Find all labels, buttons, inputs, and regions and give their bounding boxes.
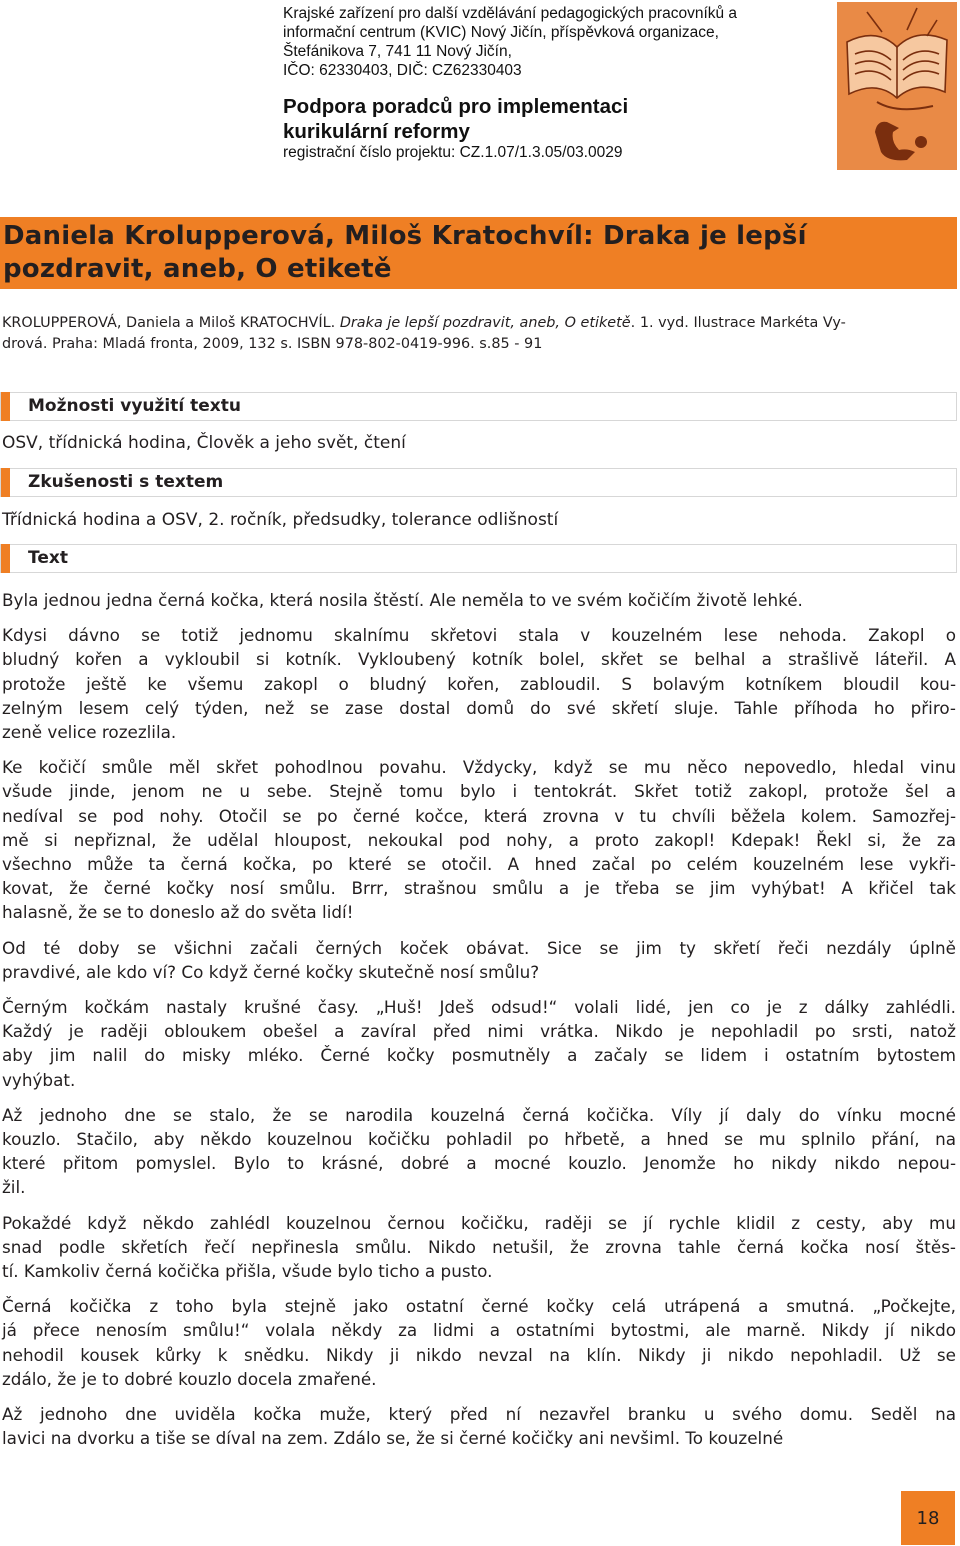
org-line: Krajské zařízení pro další vzdělávání pedagogických pracovníků a <box>283 5 738 22</box>
story-line: bludný kořen a vykloubil si kotník. Vykloubený kotník bolel, skřet se belhal a strašlivě láteřil. A <box>2 649 956 670</box>
story-line: všechno může ta černá kočka, po které se otočil. A hned začal po celém kouzelném lese vykři- <box>2 854 956 875</box>
page-number: 18 <box>901 1491 955 1545</box>
story-paragraph <box>2 1402 956 1450</box>
story-paragraph <box>2 623 956 744</box>
story-line: Pokaždé když někdo zahlédl kouzelnou černou kočičku, raději se jí rychle klidil z cesty, aby mu <box>2 1212 956 1233</box>
story-paragraph <box>2 1294 956 1391</box>
story-line: kouzlo. Stačilo, aby někdo kouzelnou kočičku pohladil po hřbetě, a hned se mu splnilo přání, na <box>2 1129 956 1150</box>
story-line: které přitom pomyslel. Bylo to krásné, dobré a mocné kouzlo. Jenomže ho nikdy nikdo nepou- <box>2 1153 956 1174</box>
story-line: Byla jednou jedna černá kočka, která nosila štěstí. Ale neměla to ve svém kočičím životě lehké. <box>2 590 803 610</box>
section-label: Možnosti využití textu <box>28 396 241 416</box>
story-line: lavici na dvorku a tiše se díval na zem. Zdálo se, že si černé kočičky ani nevšiml. To kouzelné <box>2 1428 784 1449</box>
registration-number: registrační číslo projektu: CZ.1.07/1.3.05/03.0029 <box>283 144 623 161</box>
story-line: protože ještě ke všemu zakopl o bludný kořen, zabloudil. S bolavým kotníkem bloudil kou- <box>2 673 956 694</box>
project-title-line: Podpora poradců pro implementaci <box>283 95 629 118</box>
citation-line: drová. Praha: Mladá fronta, 2009, 132 s. ISBN 978-802-0419-996. s.85 - 91 <box>2 336 543 352</box>
story-line: halasně, že se to doneslo až do světa lidí! <box>2 902 354 923</box>
experience-content: Třídnická hodina a OSV, 2. ročník, předsudky, tolerance odlišností <box>2 510 559 530</box>
project-title <box>283 94 628 144</box>
story-line: Kdysi dávno se totiž jednomu skalnímu skřetovi stala v kouzelném lese nehoda. Zakopl o <box>2 625 956 646</box>
citation-line <box>2 313 952 334</box>
title-line: pozdravit, aneb, O etiketě <box>3 254 392 284</box>
story-paragraph <box>2 1211 956 1284</box>
story-line: vyhýbat. <box>2 1069 76 1090</box>
citation-edition: . 1. vyd. Ilustrace Markéta Vy- <box>630 315 846 331</box>
org-line: IČO: 62330403, DIČ: CZ62330403 <box>283 62 522 79</box>
story-line: snad podle skřetích řečí nepřinesla smůlu. Nikdo netušil, že zrovna tahle černá kočka nosí štěs- <box>2 1236 956 1257</box>
organization-info <box>283 4 803 80</box>
story-line: kovat, že černé kočky nosí smůlu. Brrr, strašnou smůlu a je třeba se jim vyhýbat! A křičel tak <box>2 878 956 899</box>
story-text <box>2 588 956 1462</box>
org-line: informační centrum (KVIC) Nový Jičín, příspěvková organizace, <box>283 24 719 41</box>
story-line: tí. Kamkoliv černá kočička přišla, všude bylo ticho a pusto. <box>2 1261 493 1282</box>
story-line: žil. <box>2 1177 26 1198</box>
story-line: mě si nepřiznal, že udělal hloupost, nekoukal pod nohy, a proto zakopl! Kdepak! Řekl si, že za <box>2 829 956 850</box>
section-label: Zkušenosti s textem <box>28 472 224 492</box>
story-line: Každý je raději obloukem obešel a zavíral před nimi vrátka. Nikdo je nepohladil po srsti, natož <box>2 1021 956 1042</box>
story-paragraph <box>2 995 956 1092</box>
title-line: Daniela Krolupperová, Miloš Kratochvíl: Draka je lepší <box>3 221 807 251</box>
bibliographic-citation <box>2 313 952 355</box>
section-accent-bar <box>1 468 10 497</box>
story-line: Od té doby se všichni začali černých koček obávat. Sice se jim ty skřetí řeči nezdály úplně <box>2 937 956 958</box>
title-banner <box>0 217 957 289</box>
story-line: nehodil kousek kůrky k snědku. Nikdy ji nikdo nevzal na klín. Nikdy ji nikdo nepohladil. Už se <box>2 1344 956 1365</box>
story-line: pravdivé, ale kdo ví? Co když černé kočky skutečně nosí smůlu? <box>2 961 540 982</box>
story-line: Černá kočička z toho byla stejně jako ostatní černé kočky celá utrápená a smutná. „Počkejte, <box>2 1296 956 1317</box>
story-line: já přece nenosím smůlu!“ volala někdy za lidmi a ostatními bytostmi, ale marně. Nikdy jí nikdo <box>2 1320 956 1341</box>
story-line: všude jinde, jenom ne u sebe. Stejně tomu bylo i tentokrát. Skřet totiž zakopl, protože šel a <box>2 781 956 802</box>
citation-book-title: Draka je lepší pozdravit, aneb, O etiketě <box>339 315 631 331</box>
usage-content: OSV, třídnická hodina, Člověk a jeho svět, čtení <box>2 433 406 453</box>
story-paragraph <box>2 755 956 924</box>
section-label: Text <box>28 548 68 568</box>
story-line: nedíval se pod nohy. Otočil se po černé kočce, která zrovna v tu chvíli běžela kolem. Samozřej- <box>2 805 956 826</box>
story-paragraph <box>2 1103 956 1200</box>
document-title <box>0 217 957 286</box>
project-title-line: kurikulární reformy <box>283 120 470 143</box>
story-line: Až jednoho dne uviděla kočka muže, který před ní nezavřel branku u svého domu. Seděl na <box>2 1404 956 1425</box>
story-line: zdálo, že je to dobré kouzlo docela zmařené. <box>2 1368 377 1389</box>
story-line: Černým kočkám nastaly krušné časy. „Huš! Jdeš odsud!“ volali lidé, jen co je z dálky zahlédli. <box>2 997 956 1018</box>
section-accent-bar <box>1 544 10 573</box>
story-line: aby jim nalil do misky mléko. Černé kočky posmutněly a začaly se lidem i ostatním bytostem <box>2 1045 956 1066</box>
story-line: zeně velice rozezlila. <box>2 722 177 743</box>
story-paragraph <box>2 936 956 984</box>
org-line: Štefánikova 7, 741 11 Nový Jičín, <box>283 43 512 60</box>
story-line: Ke kočičí smůle měl skřet pohodlnou povahu. Vždycky, když se mu něco nepovedlo, hledal vinu <box>2 757 956 778</box>
section-header-text <box>0 544 957 573</box>
section-accent-bar <box>1 392 10 421</box>
story-paragraph <box>2 588 956 612</box>
book-and-telephone-logo-icon <box>837 2 957 170</box>
citation-authors: KROLUPPEROVÁ, Daniela a Miloš KRATOCHVÍL. <box>2 315 340 331</box>
section-header-usage <box>0 392 957 421</box>
story-line: Až jednoho dne se stalo, že se narodila kouzelná černá kočička. Víly jí daly do vínku mocné <box>2 1104 956 1125</box>
section-header-experience <box>0 468 957 497</box>
story-line: zelným lesem celý týden, než se zase dostal domů do své skřetí sluje. Tahle příhoda ho přiro- <box>2 697 956 718</box>
